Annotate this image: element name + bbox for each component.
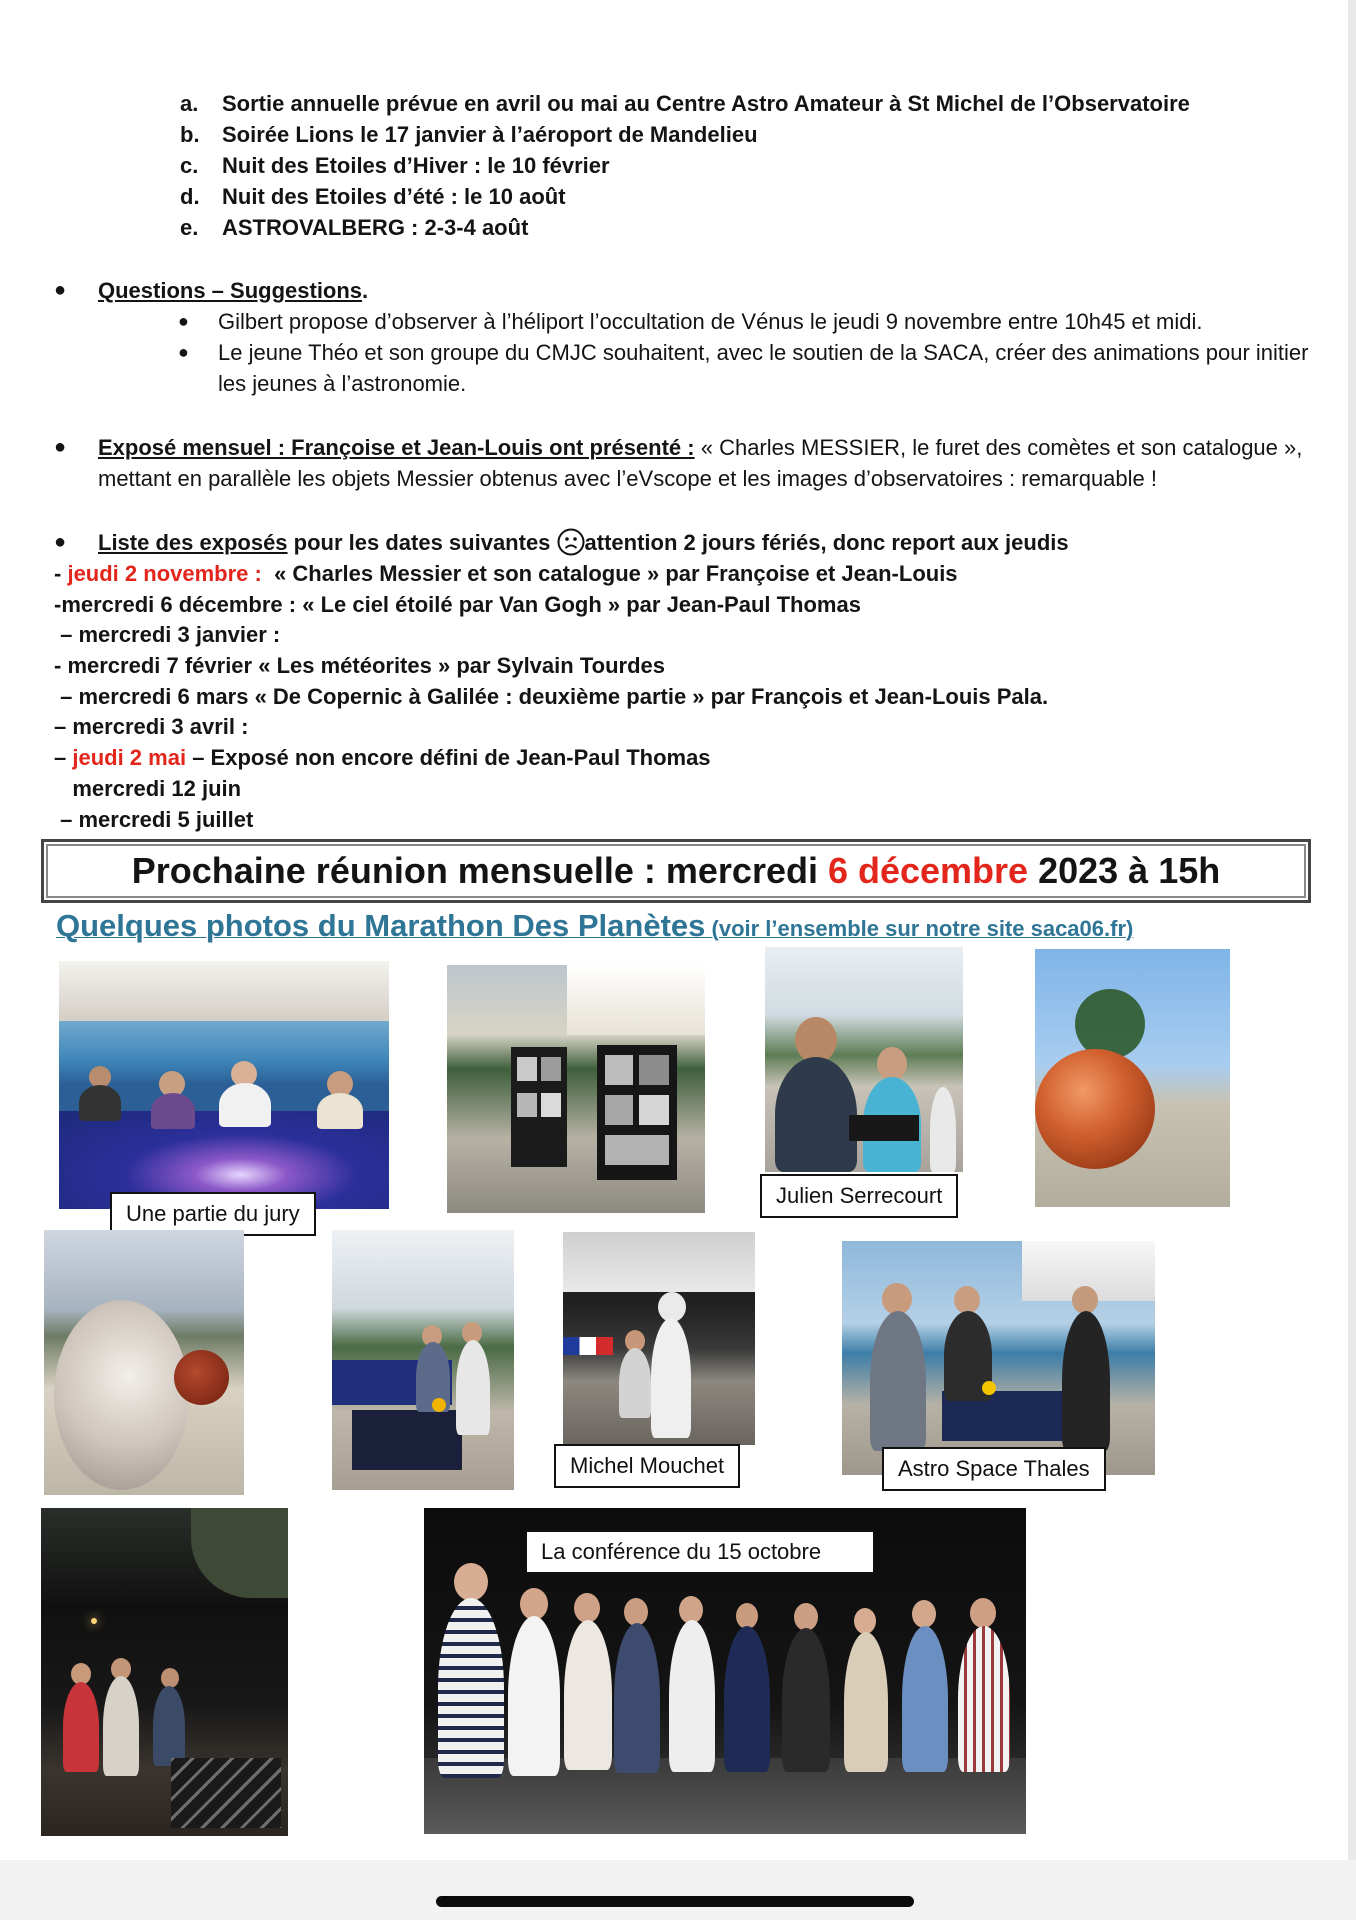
liste-section xyxy=(54,527,1304,558)
suggestion-item xyxy=(178,306,1318,337)
date-text: – mercredi 3 janvier : xyxy=(54,622,281,648)
list-marker: e. xyxy=(180,215,199,240)
caption-michel: Michel Mouchet xyxy=(554,1444,740,1488)
bullet-icon: ● xyxy=(54,531,67,553)
photos-section-title xyxy=(56,908,1133,944)
date-row xyxy=(54,590,1304,621)
lettered-list xyxy=(180,88,1280,243)
date-text: -mercredi 6 décembre : « Le ciel étoilé par Van Gogh » par Jean-Paul Thomas xyxy=(54,591,861,617)
list-text: Nuit des Etoiles d’Hiver : le 10 février xyxy=(222,153,610,178)
bottom-margin xyxy=(0,1860,1356,1920)
questions-title: Questions – Suggestions xyxy=(98,278,363,303)
list-marker: b. xyxy=(180,122,200,147)
list-item xyxy=(180,119,1280,150)
suggestion-text: Gilbert propose d’observer à l’héliport l’occultation de Vénus le jeudi 9 novembre entre 10h45 et midi. xyxy=(218,309,1203,334)
date-text: - mercredi 7 février « Les météorites » par Sylvain Tourdes xyxy=(54,653,665,679)
date-text: – mercredi 6 mars « De Copernic à Galilée : deuxième partie » par François et Jean-Louis Pala. xyxy=(54,683,1049,709)
meeting-text: Prochaine réunion mensuelle : mercredi xyxy=(131,850,828,891)
meeting-date: 6 décembre xyxy=(827,850,1029,891)
photo-thales-group xyxy=(842,1241,1155,1475)
bullet-icon: ● xyxy=(54,436,67,458)
list-item xyxy=(180,181,1280,212)
date-text: – mercredi 3 avril : xyxy=(54,714,249,740)
photos-title-note: (voir l’ensemble sur notre site saca06.fr) xyxy=(705,916,1134,941)
date-rest: « Charles Messier et son catalogue » par Françoise et Jean-Louis xyxy=(261,561,958,586)
list-item xyxy=(180,212,1280,243)
list-text: ASTROVALBERG : 2-3-4 août xyxy=(222,215,529,240)
date-row xyxy=(54,559,1304,590)
caption-jury: Une partie du jury xyxy=(110,1192,316,1236)
date-row xyxy=(54,620,1304,651)
date-highlight: jeudi 2 novembre : xyxy=(67,561,262,586)
next-meeting-banner xyxy=(41,839,1311,903)
expose-section xyxy=(54,432,1304,494)
date-highlight: jeudi 2 mai xyxy=(72,745,187,771)
sad-face-icon xyxy=(557,528,585,556)
dates-list xyxy=(54,559,1304,835)
date-row xyxy=(54,712,1304,743)
liste-text-after: attention 2 jours fériés, donc report aux jeudis xyxy=(584,530,1069,555)
photo-promenade-stand xyxy=(332,1230,514,1490)
suggestion-item xyxy=(178,337,1318,399)
date-text: – xyxy=(54,745,73,771)
liste-label: Liste des exposés xyxy=(98,530,288,555)
date-text: – mercredi 5 juillet xyxy=(54,806,254,832)
photo-planet-sphere xyxy=(1035,949,1230,1207)
photo-julien xyxy=(765,947,963,1172)
photo-astronaut xyxy=(563,1232,755,1445)
date-text: mercredi 12 juin xyxy=(54,775,242,801)
page-edge xyxy=(1348,0,1356,1920)
caption-conference: La conférence du 15 octobre xyxy=(525,1530,875,1574)
questions-title-end: . xyxy=(362,278,369,303)
photo-jury-table xyxy=(59,961,389,1209)
list-marker: c. xyxy=(180,153,199,178)
expose-label: Exposé mensuel : Françoise et Jean-Louis ont présenté : xyxy=(98,435,695,460)
bullet-icon: ● xyxy=(178,311,189,331)
date-rest: – Exposé non encore défini de Jean-Paul Thomas xyxy=(186,745,711,771)
list-text: Soirée Lions le 17 janvier à l’aéroport de Mandelieu xyxy=(222,122,758,147)
date-text: - xyxy=(54,561,68,586)
date-row xyxy=(54,805,1304,836)
list-marker: a. xyxy=(180,91,199,116)
home-indicator[interactable] xyxy=(436,1896,914,1907)
liste-text-before: pour les dates suivantes xyxy=(287,530,557,555)
bullet-icon: ● xyxy=(178,342,189,362)
photo-saturn-model xyxy=(44,1230,244,1495)
suggestion-text: Le jeune Théo et son groupe du CMJC souhaitent, avec le soutien de la SACA, créer des animations pour initier les jeunes à l’astronomie. xyxy=(218,340,1309,396)
caption-julien: Julien Serrecourt xyxy=(760,1174,958,1218)
list-marker: d. xyxy=(180,184,200,209)
expose-text: « Charles MESSIER, le furet des comètes et son catalogue », mettant en parallèle les objets Messier obtenus avec l’eVscope et les images d’observatoires : remarquable ! xyxy=(98,435,1303,491)
list-item xyxy=(180,88,1280,119)
date-row xyxy=(54,682,1304,713)
photo-night-promenade xyxy=(41,1508,288,1836)
bullet-icon: ● xyxy=(54,279,67,301)
photos-title-text: Quelques photos du Marathon Des Planètes xyxy=(56,908,706,943)
date-row xyxy=(54,651,1304,682)
questions-section xyxy=(54,275,1309,399)
date-row xyxy=(54,774,1304,805)
list-text: Sortie annuelle prévue en avril ou mai au Centre Astro Amateur à St Michel de l’Observatoire xyxy=(222,91,1190,116)
photo-poster-boards xyxy=(447,965,705,1213)
list-item xyxy=(180,150,1280,181)
date-row xyxy=(54,743,1304,774)
meeting-time: 2023 à 15h xyxy=(1028,850,1221,891)
list-text: Nuit des Etoiles d’été : le 10 août xyxy=(222,184,566,209)
caption-thales: Astro Space Thales xyxy=(882,1447,1106,1491)
